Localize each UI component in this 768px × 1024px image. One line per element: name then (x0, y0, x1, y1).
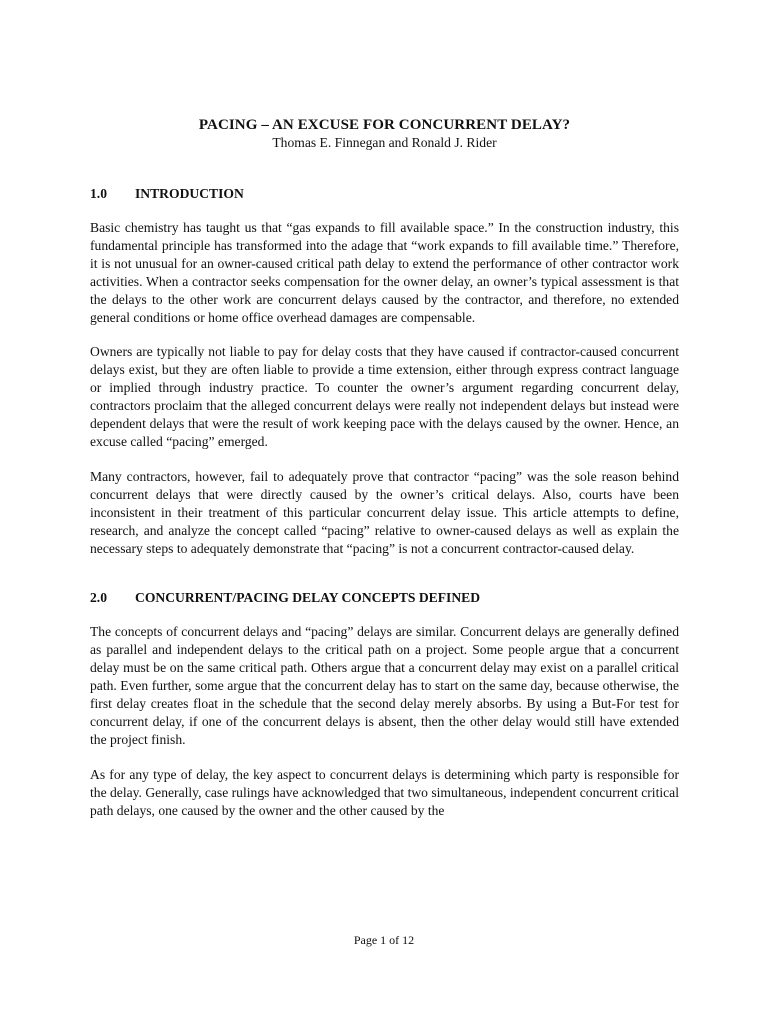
paragraph: As for any type of delay, the key aspect to concurrent delays is determining which party is responsible for the delay. Generally, case rulings have acknowledged that two simultaneous, independent concurrent critical path delays, one caused by the owner and the other caused by the (90, 766, 679, 818)
section-concurrent-pacing (90, 589, 679, 819)
section-title: INTRODUCTION (135, 186, 244, 201)
section-number: 1.0 (90, 186, 107, 201)
section-heading (90, 185, 679, 202)
paragraph: Many contractors, however, fail to adequately prove that contractor “pacing” was the sole reason behind concurrent delays that were directly caused by the owner’s critical delays. Also, courts have been inconsistent in their treatment of this particular concurrent delay issue. This article attempts to define, research, and analyze the concept called “pacing” relative to owner-caused delays as well as explain the necessary steps to adequately demonstrate that “pacing” is not a concurrent contractor-caused delay. (90, 468, 679, 556)
section-introduction (90, 185, 679, 557)
page-content (90, 116, 679, 819)
paragraph: Basic chemistry has taught us that “gas expands to fill available space.” In the construction industry, this fundamental principle has transformed into the adage that “work expands to fill available time.” Therefore, it is not unusual for an owner-caused critical path delay to extend the performance of other contractor work activities. When a contractor seeks compensation for the owner delay, an owner’s typical assessment is that the delays to the other work are concurrent delays caused by the contractor, and therefore, no extended general conditions or home office overhead damages are compensable. (90, 220, 679, 325)
paragraph: The concepts of concurrent delays and “pacing” delays are similar. Concurrent delays are generally defined as parallel and independent delays to the critical path on a project. Some people argue that a concurrent delay must be on the same critical path. Others argue that a concurrent delay may exist on a parallel critical path. Even further, some argue that the concurrent delay has to start on the same day, because otherwise, the first delay creates float in the schedule that the second delay merely absorbs. By using a But-For test for concurrent delay, if one of the concurrent delays is absent, then the other delay would still have extended the project finish. (90, 624, 679, 747)
section-title: CONCURRENT/PACING DELAY CONCEPTS DEFINED (135, 590, 481, 606)
page-number: Page 1 of 12 (353, 933, 415, 947)
paragraph: Owners are typically not liable to pay for delay costs that they have caused if contractor-caused concurrent delays exist, but they are often liable to provide a time extension, either through express contract language or implied through industry practice. To counter the owner’s argument regarding concurrent delay, contractors proclaim that the alleged concurrent delays were really not independent delays but instead were dependent delays that were the result of work keeping pace with the delays caused by the owner. Hence, an excuse called “pacing” emerged. (90, 344, 679, 449)
document-title: PACING – AN EXCUSE FOR CONCURRENT DELAY? (198, 117, 571, 133)
section-heading (90, 589, 679, 606)
document-authors: Thomas E. Finnegan and Ronald J. Rider (272, 135, 497, 150)
section-number: 2.0 (90, 590, 107, 606)
